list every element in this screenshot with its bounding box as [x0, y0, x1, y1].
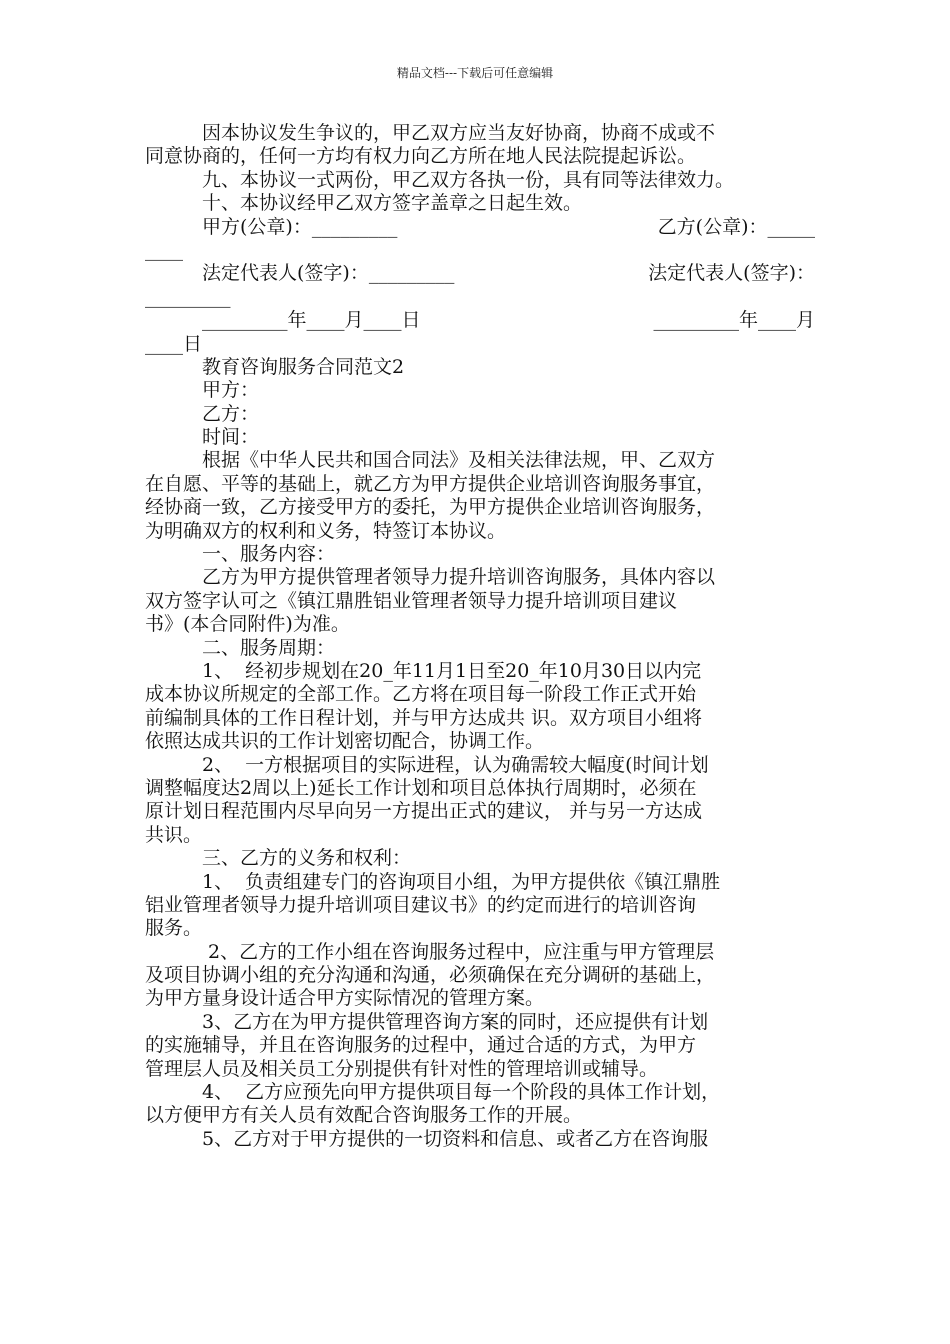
text-line: 因本协议发生争议的，甲乙双方应当友好协商，协商不成或不	[202, 122, 716, 144]
text-line: 以方便甲方有关人员有效配合咨询服务工作的开展。	[145, 1104, 583, 1127]
text-line: 2、 一方根据项目的实际进程，认为确需较大幅度(时间计划	[202, 753, 709, 776]
text-line: 教育咨询服务合同范文2	[202, 355, 405, 378]
closing-clauses	[145, 122, 815, 216]
text-line: 调整幅度达2周以上)延长工作计划和项目总体执行周期时，必须在	[145, 776, 697, 799]
text-line: 乙方：	[202, 402, 260, 425]
text-line: 共识。	[145, 823, 203, 846]
text-line: 甲方：	[202, 379, 260, 402]
party-b-seal: 乙方(公章)：_____	[657, 215, 815, 238]
text-line: 十、本协议经甲乙双方签字盖章之日起生效。	[202, 192, 583, 215]
party-a-representative: 法定代表人(签字)：_________	[202, 262, 455, 285]
text-line: 二、服务周期：	[202, 636, 336, 659]
seal-row	[145, 216, 815, 239]
text-line: 1、 经初步规划在20_年11月1日至20_年10月30日以内完	[202, 659, 702, 682]
text-line: 服务。	[145, 917, 203, 940]
text-line: 同意协商的，任何一方均有权力向乙方所在地人民法院提起诉讼。	[145, 145, 697, 168]
document-body	[145, 122, 815, 1151]
party-b-seal-continued: ____	[145, 238, 183, 261]
text-line: 一、服务内容：	[202, 543, 336, 566]
text-line: 在自愿、平等的基础上，就乙方为甲方提供企业培训咨询服务事宜，	[145, 472, 716, 495]
text-line: 三、乙方的义务和权利：	[202, 847, 412, 870]
text-line: 1、 负责组建专门的咨询项目小组，为甲方提供依《镇江鼎胜	[202, 870, 721, 893]
text-line: 的实施辅导，并且在咨询服务的过程中，通过合适的方式，为甲方	[145, 1034, 697, 1057]
party-b-representative-continued: _________	[145, 285, 231, 308]
text-line: 双方签字认可之《镇江鼎胜铝业管理者领导力提升培训项目建议	[145, 589, 678, 612]
date-row	[145, 309, 815, 332]
party-b-date-continued: ____日	[145, 332, 203, 355]
contract-sample-2	[145, 356, 815, 1151]
text-line: 经协商一致，乙方接受甲方的委托，为甲方提供企业培训咨询服务，	[145, 496, 716, 519]
party-b-date: _________年____月	[653, 309, 815, 332]
text-line: 根据《中华人民共和国合同法》及相关法律法规，甲、乙双方	[202, 449, 716, 472]
text-line: 管理层人员及相关员工分别提供有针对性的管理培训或辅导。	[145, 1057, 659, 1080]
text-line: 5、乙方对于甲方提供的一切资料和信息、或者乙方在咨询服	[202, 1127, 709, 1150]
text-line: 书》(本合同附件)为准。	[145, 613, 350, 636]
text-line: 时间：	[202, 426, 260, 449]
text-line: 3、乙方在为甲方提供管理咨询方案的同时，还应提供有计划	[202, 1010, 709, 1033]
party-b-representative: 法定代表人(签字)：	[648, 262, 815, 285]
text-line: 原计划日程范围内尽早向另一方提出正式的建议， 并与另一方达成	[145, 800, 703, 823]
party-a-date: _________年____月____日	[202, 309, 421, 332]
text-line: 乙方为甲方提供管理者领导力提升培训咨询服务，具体内容以	[202, 566, 716, 589]
signature-block	[145, 216, 815, 356]
text-line: 前编制具体的工作日程计划，并与甲方达成共 识。双方项目小组将	[145, 706, 703, 729]
text-line: 4、 乙方应预先向甲方提供项目每一个阶段的具体工作计划，	[202, 1081, 721, 1104]
text-line: 成本协议所规定的全部工作。乙方将在项目每一阶段工作正式开始	[145, 683, 697, 706]
text-line: 为明确双方的权利和义务，特签订本协议。	[145, 519, 507, 542]
text-line: 2、乙方的工作小组在咨询服务过程中，应注重与甲方管理层	[202, 940, 715, 963]
representative-row	[145, 262, 815, 285]
text-line: 依照达成共识的工作计划密切配合，协调工作。	[145, 730, 545, 753]
text-line: 九、本协议一式两份，甲乙双方各执一份，具有同等法律效力。	[202, 168, 735, 191]
page-header: 精品文档---下载后可任意编辑	[396, 66, 554, 80]
text-line: 及项目协调小组的充分沟通和沟通，必须确保在充分调研的基础上，	[145, 964, 716, 987]
party-a-seal: 甲方(公章)：_________	[202, 215, 398, 238]
text-line: 铝业管理者领导力提升培训项目建议书》的约定而进行的培训咨询	[145, 893, 697, 916]
text-line: 为甲方量身设计适合甲方实际情况的管理方案。	[145, 987, 545, 1010]
